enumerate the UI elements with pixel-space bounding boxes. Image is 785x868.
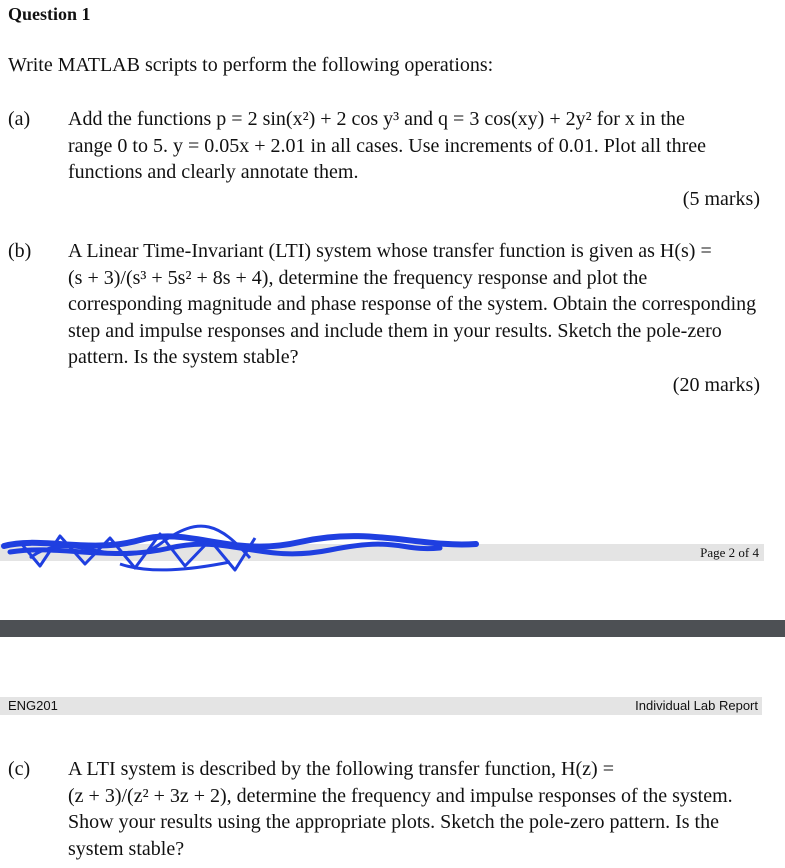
part-a-line: range 0 to 5. y = 0.05x + 2.01 in all cases. Use increments of 0.01. Plot all three xyxy=(68,134,706,157)
page-break-divider xyxy=(0,620,785,637)
part-b-line: step and impulse responses and include them in your results. Sketch the pole-zero xyxy=(68,319,722,342)
part-a-line: Add the functions p = 2 sin(x²) + 2 cos y³ and q = 3 cos(xy) + 2y² for x in the xyxy=(68,108,685,130)
part-b-line: (s + 3)/(s³ + 5s² + 8s + 4), determine the frequency response and plot the xyxy=(68,266,648,289)
part-b-text xyxy=(68,238,760,371)
part-c-line: A LTI system is described by the following transfer function, H(z) = xyxy=(68,758,614,780)
part-a-label: (a) xyxy=(8,108,31,130)
part-b-line: corresponding magnitude and phase response of the system. Obtain the corresponding xyxy=(68,293,757,315)
part-b-line: A Linear Time-Invariant (LTI) system whose transfer function is given as H(s) = xyxy=(68,240,712,262)
course-code: ENG201 xyxy=(8,698,58,713)
part-c-line: system stable? xyxy=(68,837,185,860)
instructions-text: Write MATLAB scripts to perform the following operations: xyxy=(8,54,494,76)
page-header-bar xyxy=(0,697,762,715)
part-c-text xyxy=(68,756,760,862)
question-title: Question 1 xyxy=(8,4,91,24)
part-c-label: (c) xyxy=(8,758,31,780)
part-c-line: Show your results using the appropriate plots. Sketch the pole-zero pattern. Is the xyxy=(68,811,719,833)
page-number: Page 2 of 4 xyxy=(700,545,759,560)
report-type: Individual Lab Report xyxy=(635,698,758,713)
part-b-line: pattern. Is the system stable? xyxy=(68,346,299,368)
part-a-text xyxy=(68,106,760,186)
part-c-line: (z + 3)/(z² + 3z + 2), determine the frequency and impulse responses of the system. xyxy=(68,784,733,807)
part-b-label: (b) xyxy=(8,240,32,262)
redaction-scribble xyxy=(0,518,480,578)
part-a-line: functions and clearly annotate them. xyxy=(68,161,359,183)
part-b-marks: (20 marks) xyxy=(672,374,760,396)
part-a-marks: (5 marks) xyxy=(682,188,760,210)
